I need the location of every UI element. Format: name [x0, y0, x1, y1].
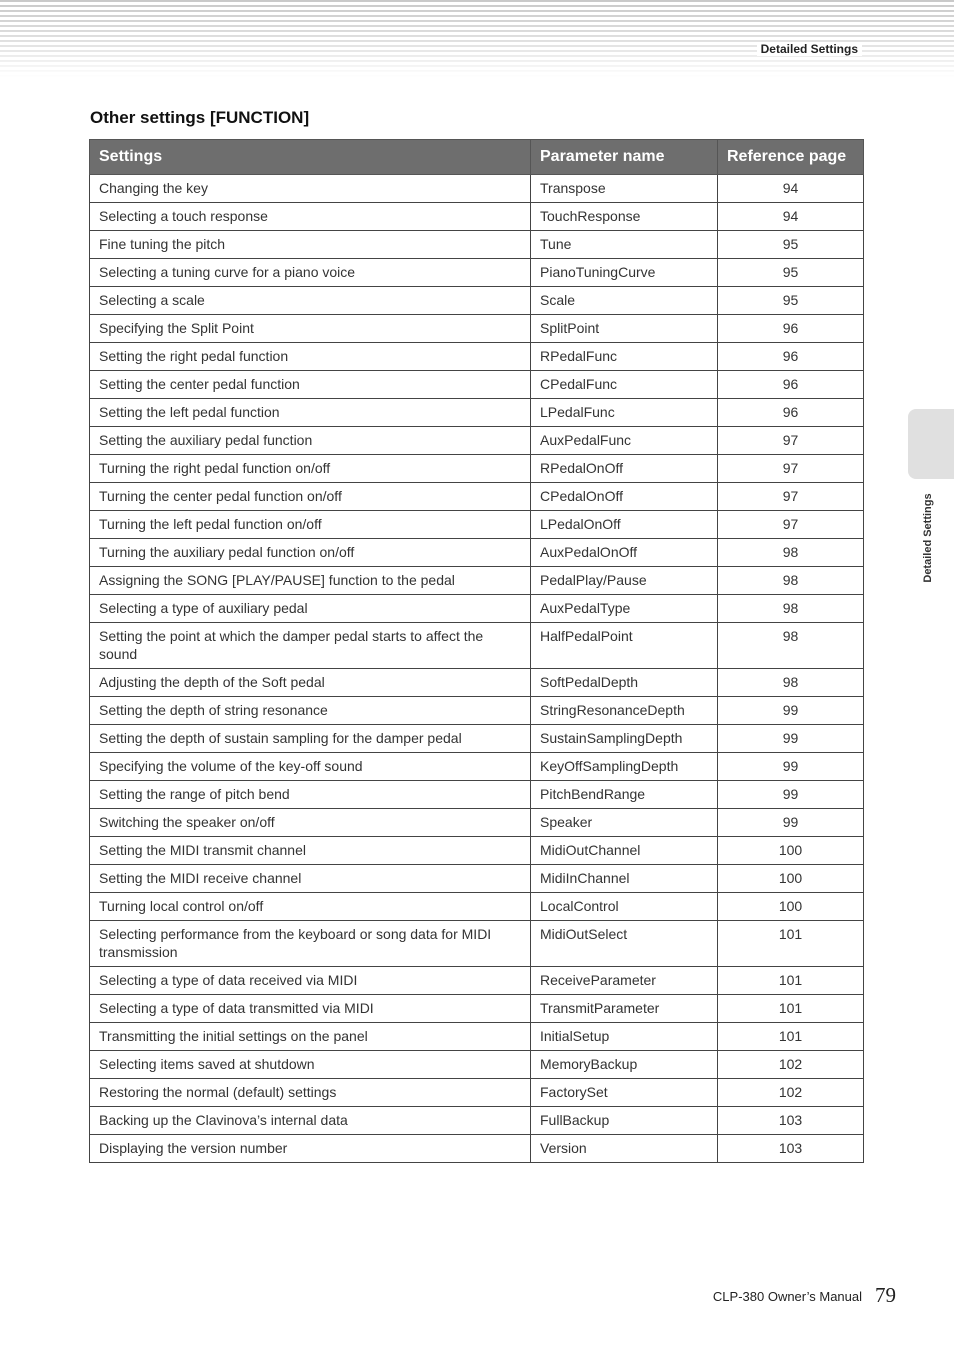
reference-page-cell: 98 [718, 539, 864, 567]
table-row [90, 893, 864, 921]
table-row [90, 315, 864, 343]
column-header-settings: Settings [90, 140, 531, 175]
reference-page-cell: 100 [718, 837, 864, 865]
parameter-name-cell: Version [531, 1135, 718, 1163]
table-row [90, 1051, 864, 1079]
parameter-name-cell: SustainSamplingDepth [531, 725, 718, 753]
parameter-name-cell: HalfPedalPoint [531, 623, 718, 669]
parameter-name-cell: MemoryBackup [531, 1051, 718, 1079]
setting-cell: Assigning the SONG [PLAY/PAUSE] function to the pedal [90, 567, 531, 595]
section-title: Other settings [FUNCTION] [90, 108, 310, 127]
reference-page-cell: 99 [718, 697, 864, 725]
parameter-name-cell: CPedalOnOff [531, 483, 718, 511]
setting-cell: Setting the MIDI transmit channel [90, 837, 531, 865]
parameter-name-cell: MidiInChannel [531, 865, 718, 893]
side-tab [908, 409, 954, 479]
footer-manual-title: CLP-380 Owner’s Manual [712, 1289, 862, 1304]
reference-page-cell: 95 [718, 287, 864, 315]
reference-page-cell: 97 [718, 455, 864, 483]
table-row [90, 967, 864, 995]
reference-page-cell: 101 [718, 967, 864, 995]
setting-cell: Turning the left pedal function on/off [90, 511, 531, 539]
table-body [90, 175, 864, 1163]
setting-cell: Backing up the Clavinova’s internal data [90, 1107, 531, 1135]
parameter-name-cell: TransmitParameter [531, 995, 718, 1023]
setting-cell: Changing the key [90, 175, 531, 203]
table-row [90, 669, 864, 697]
setting-cell: Selecting performance from the keyboard or song data for MIDI transmission [90, 921, 531, 967]
table-row [90, 1135, 864, 1163]
parameter-name-cell: Speaker [531, 809, 718, 837]
parameter-name-cell: AuxPedalFunc [531, 427, 718, 455]
table-row [90, 455, 864, 483]
setting-cell: Setting the left pedal function [90, 399, 531, 427]
table-row [90, 259, 864, 287]
function-settings-table [89, 139, 864, 1163]
setting-cell: Turning the right pedal function on/off [90, 455, 531, 483]
parameter-name-cell: PianoTuningCurve [531, 259, 718, 287]
reference-page-cell: 102 [718, 1051, 864, 1079]
parameter-name-cell: AuxPedalType [531, 595, 718, 623]
reference-page-cell: 99 [718, 781, 864, 809]
parameter-name-cell: CPedalFunc [531, 371, 718, 399]
table-row [90, 511, 864, 539]
setting-cell: Specifying the Split Point [90, 315, 531, 343]
table-row [90, 287, 864, 315]
parameter-name-cell: PitchBendRange [531, 781, 718, 809]
table-row [90, 725, 864, 753]
setting-cell: Setting the center pedal function [90, 371, 531, 399]
table-row [90, 483, 864, 511]
parameter-name-cell: InitialSetup [531, 1023, 718, 1051]
table-row [90, 203, 864, 231]
parameter-name-cell: MidiOutSelect [531, 921, 718, 967]
setting-cell: Setting the depth of string resonance [90, 697, 531, 725]
parameter-name-cell: FactorySet [531, 1079, 718, 1107]
setting-cell: Selecting a tuning curve for a piano voice [90, 259, 531, 287]
reference-page-cell: 96 [718, 371, 864, 399]
setting-cell: Displaying the version number [90, 1135, 531, 1163]
reference-page-cell: 95 [718, 259, 864, 287]
page-number: 79 [875, 1283, 896, 1307]
setting-cell: Setting the range of pitch bend [90, 781, 531, 809]
table-row [90, 175, 864, 203]
table-row [90, 995, 864, 1023]
reference-page-cell: 97 [718, 511, 864, 539]
setting-cell: Transmitting the initial settings on the panel [90, 1023, 531, 1051]
reference-page-cell: 96 [718, 343, 864, 371]
setting-cell: Selecting a touch response [90, 203, 531, 231]
reference-page-cell: 98 [718, 595, 864, 623]
parameter-name-cell: PedalPlay/Pause [531, 567, 718, 595]
parameter-name-cell: SoftPedalDepth [531, 669, 718, 697]
column-header-reference-page: Reference page [718, 140, 864, 175]
reference-page-cell: 96 [718, 315, 864, 343]
reference-page-cell: 101 [718, 995, 864, 1023]
setting-cell: Selecting a type of data received via MIDI [90, 967, 531, 995]
table-row [90, 1107, 864, 1135]
reference-page-cell: 98 [718, 623, 864, 669]
setting-cell: Turning the center pedal function on/off [90, 483, 531, 511]
setting-cell: Setting the MIDI receive channel [90, 865, 531, 893]
setting-cell: Switching the speaker on/off [90, 809, 531, 837]
parameter-name-cell: LPedalOnOff [531, 511, 718, 539]
reference-page-cell: 96 [718, 399, 864, 427]
setting-cell: Selecting items saved at shutdown [90, 1051, 531, 1079]
setting-cell: Restoring the normal (default) settings [90, 1079, 531, 1107]
setting-cell: Selecting a type of data transmitted via MIDI [90, 995, 531, 1023]
setting-cell: Setting the point at which the damper pedal starts to affect the sound [90, 623, 531, 669]
reference-page-cell: 99 [718, 753, 864, 781]
reference-page-cell: 100 [718, 865, 864, 893]
header-stripes [0, 0, 954, 78]
table-row [90, 921, 864, 967]
setting-cell: Setting the right pedal function [90, 343, 531, 371]
table-row [90, 371, 864, 399]
table-row [90, 1079, 864, 1107]
reference-page-cell: 94 [718, 203, 864, 231]
parameter-name-cell: AuxPedalOnOff [531, 539, 718, 567]
table-row [90, 623, 864, 669]
parameter-name-cell: KeyOffSamplingDepth [531, 753, 718, 781]
reference-page-cell: 98 [718, 669, 864, 697]
table-header-row [90, 140, 864, 175]
setting-cell: Fine tuning the pitch [90, 231, 531, 259]
reference-page-cell: 98 [718, 567, 864, 595]
table-row [90, 865, 864, 893]
parameter-name-cell: ReceiveParameter [531, 967, 718, 995]
parameter-name-cell: LocalControl [531, 893, 718, 921]
parameter-name-cell: FullBackup [531, 1107, 718, 1135]
setting-cell: Setting the auxiliary pedal function [90, 427, 531, 455]
parameter-name-cell: RPedalFunc [531, 343, 718, 371]
parameter-name-cell: TouchResponse [531, 203, 718, 231]
reference-page-cell: 101 [718, 1023, 864, 1051]
column-header-parameter-name: Parameter name [531, 140, 718, 175]
running-header: Detailed Settings [757, 42, 862, 56]
setting-cell: Turning local control on/off [90, 893, 531, 921]
table-row [90, 567, 864, 595]
parameter-name-cell: StringResonanceDepth [531, 697, 718, 725]
reference-page-cell: 97 [718, 427, 864, 455]
reference-page-cell: 103 [718, 1107, 864, 1135]
setting-cell: Selecting a scale [90, 287, 531, 315]
setting-cell: Specifying the volume of the key-off sound [90, 753, 531, 781]
reference-page-cell: 94 [718, 175, 864, 203]
side-tab-label: Detailed Settings [922, 493, 934, 583]
parameter-name-cell: Scale [531, 287, 718, 315]
reference-page-cell: 95 [718, 231, 864, 259]
table-row [90, 781, 864, 809]
table-row [90, 539, 864, 567]
table-row [90, 427, 864, 455]
setting-cell: Turning the auxiliary pedal function on/off [90, 539, 531, 567]
reference-page-cell: 101 [718, 921, 864, 967]
table-row [90, 1023, 864, 1051]
setting-cell: Adjusting the depth of the Soft pedal [90, 669, 531, 697]
table-row [90, 697, 864, 725]
table-row [90, 595, 864, 623]
reference-page-cell: 99 [718, 725, 864, 753]
reference-page-cell: 100 [718, 893, 864, 921]
table-row [90, 753, 864, 781]
setting-cell: Selecting a type of auxiliary pedal [90, 595, 531, 623]
table-row [90, 231, 864, 259]
parameter-name-cell: SplitPoint [531, 315, 718, 343]
reference-page-cell: 102 [718, 1079, 864, 1107]
reference-page-cell: 103 [718, 1135, 864, 1163]
parameter-name-cell: LPedalFunc [531, 399, 718, 427]
setting-cell: Setting the depth of sustain sampling for the damper pedal [90, 725, 531, 753]
table-row [90, 809, 864, 837]
table-row [90, 343, 864, 371]
table-row [90, 399, 864, 427]
table-row [90, 837, 864, 865]
reference-page-cell: 99 [718, 809, 864, 837]
parameter-name-cell: RPedalOnOff [531, 455, 718, 483]
parameter-name-cell: Transpose [531, 175, 718, 203]
parameter-name-cell: Tune [531, 231, 718, 259]
reference-page-cell: 97 [718, 483, 864, 511]
parameter-name-cell: MidiOutChannel [531, 837, 718, 865]
